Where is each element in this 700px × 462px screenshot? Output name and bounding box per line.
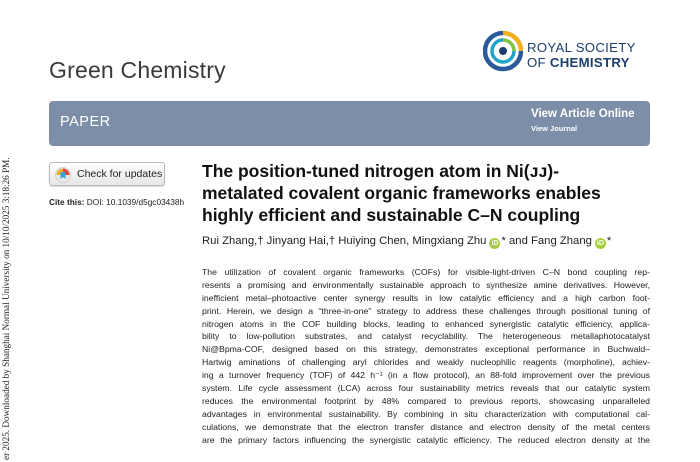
download-stamp-text: er 2025. Downloaded by Shanghai Normal University on 10/10/2025 3:18:26 PM. (1, 157, 11, 460)
authors-text: * and Fang Zhang (501, 235, 592, 247)
abstract-line: reduces the environmental footprint by 48% compared to previous reports, showcasing unparalleled (202, 395, 650, 406)
article-title (202, 160, 662, 226)
abstract-line: print. Herein, we design a “three-in-one” strategy to address these challenges through positional tuning of (202, 305, 650, 316)
abstract-line: resents a promising and environmentally sustainable approach to synthesize amine derivatives. However, (202, 279, 650, 290)
abstract-line: are the primary factors influencing the synergistic catalytic efficiency. The reduced electron density at the (202, 434, 650, 445)
citation-doi[interactable] (49, 197, 184, 207)
rsc-name-bold: CHEMISTRY (549, 55, 630, 70)
article-type-label: PAPER (60, 114, 111, 130)
orcid-icon[interactable]: iD (596, 240, 604, 247)
rsc-logo[interactable] (483, 30, 653, 82)
article-title-line: metalated covalent organic frameworks enables (202, 183, 601, 203)
rsc-name-line2 (527, 55, 630, 70)
abstract-line: inefficient metal–photoactive center synergy results in low catalytic efficiency and a high carbon foot- (202, 292, 650, 303)
orcid-icon[interactable]: iD (491, 240, 499, 247)
rsc-name-line1: ROYAL SOCIETY (527, 40, 636, 55)
rsc-logo-icon (483, 30, 523, 72)
cite-prefix: Cite this: (49, 197, 85, 207)
view-article-online-link[interactable]: View Article Online (531, 108, 635, 120)
article-title-line: highly efficient and sustainable C–N coupling (202, 205, 581, 225)
abstract-line: Hartwig aminations of challenging aryl chlorides and weakly nucleophilic reagents (morpholine), achiev- (202, 357, 650, 368)
abstract-line: nitrogen atoms in the COF building blocks, leading to enhanced synergistic catalytic efficiency, applica- (202, 318, 650, 329)
authors-text: * (606, 235, 612, 247)
article-type-banner (49, 101, 650, 146)
abstract-line: advantages in environmental sustainability. By combining in situ characterization with computational cal- (202, 408, 650, 419)
abstract (202, 266, 650, 446)
download-stamp (1, 150, 13, 462)
abstract-line: system. Life cycle assessment (LCA) across four sustainability metrics reveals that our catalytic system (202, 383, 650, 394)
rsc-name-prefix: OF (527, 55, 550, 70)
abstract-line: ing a turnover frequency (TOF) of 442 h⁻¹ (in a flow protocol), an 88-fold improvement over the previous (202, 370, 650, 381)
view-journal-link[interactable]: View Journal (531, 124, 578, 133)
authors-text: Rui Zhang,† Jinyang Hai,† Huiying Chen, Mingxiang Zhu (202, 235, 487, 247)
check-for-updates-button[interactable] (49, 162, 165, 186)
abstract-line: Ni@Bpma-COF, designed based on this strategy, demonstrates exceptional performance in Buchwald– (202, 344, 650, 355)
crossmark-icon (55, 167, 71, 183)
author-list (202, 235, 611, 249)
check-for-updates-label: Check for updates (77, 168, 163, 180)
abstract-line: culations, we demonstrate that the electron transfer distance and electron density of the metal centers (202, 421, 650, 432)
abstract-line: bility to low-pollution substrates, and catalyst recyclability. The heterogeneous metallaphotocatalyst (202, 331, 650, 342)
article-title-line: The position-tuned nitrogen atom in Ni(ᴊᴊ)- (202, 161, 560, 181)
abstract-line: The utilization of covalent organic frameworks (COFs) for visible-light-driven C–N bond coupling rep- (202, 267, 650, 277)
doi-text[interactable]: DOI: 10.1039/d5gc03438h (84, 197, 185, 207)
journal-title[interactable]: Green Chemistry (49, 57, 226, 83)
